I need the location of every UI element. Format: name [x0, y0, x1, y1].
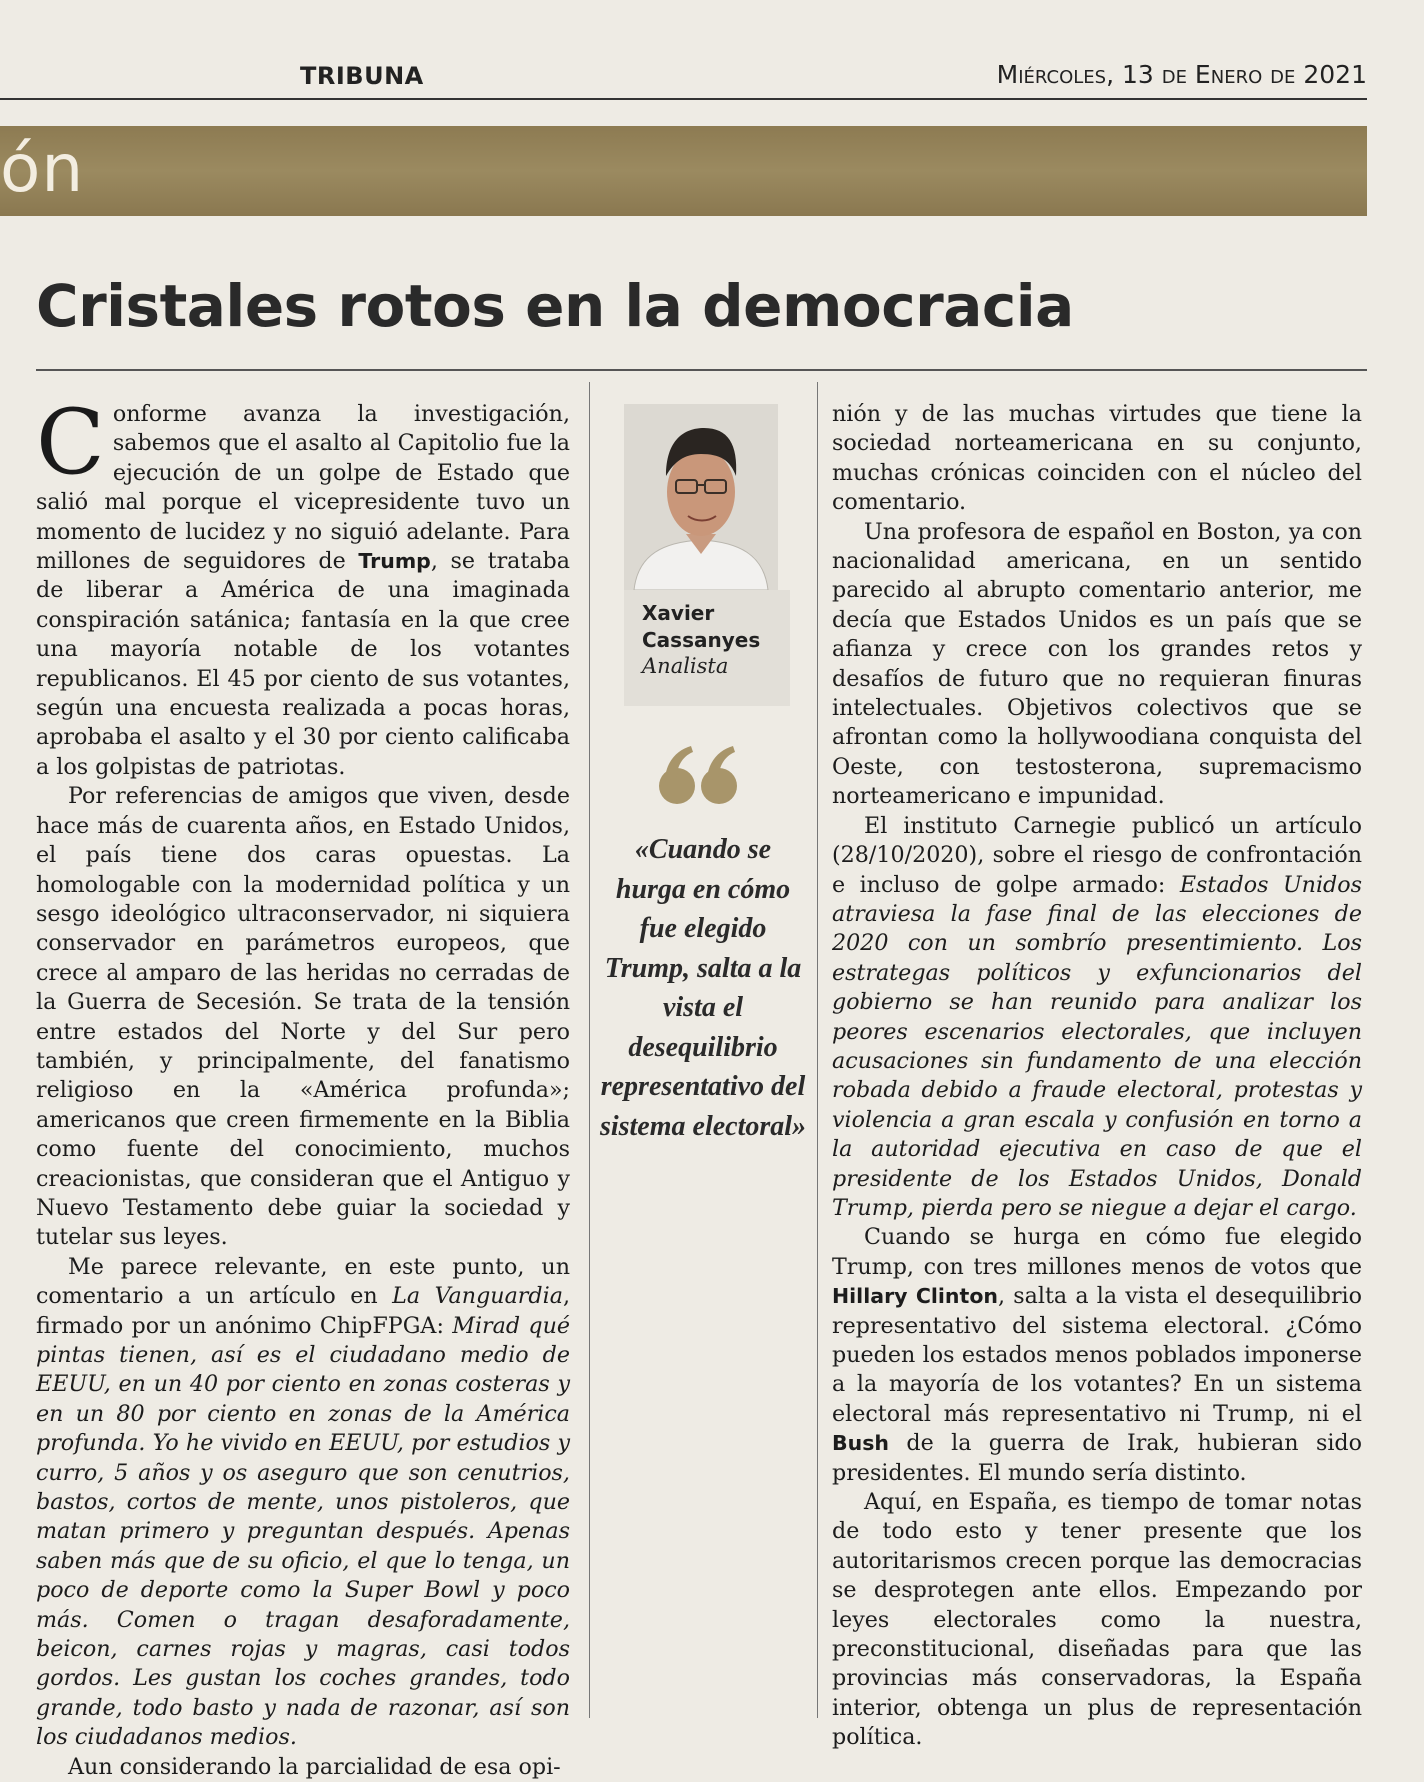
source-name: La Vanguardia	[392, 1283, 563, 1310]
drop-cap: C	[36, 390, 105, 495]
header-rule	[0, 98, 1367, 100]
quote-mark-icon	[655, 742, 745, 812]
headline-rule	[36, 369, 1367, 371]
issue-date: Miércoles, 13 de Enero de 2021	[996, 60, 1367, 89]
paragraph-8: Aquí, en España, es tiempo de tomar notas de todo esto y tener presente que los autoritarismos crecen porque las democracias se desprotegen ante ellos. Empezando por leyes electorales como la nuestra, preconstitucional, diseñadas para que las provincias más conservadoras, la España interior, obtenga un plus de representación política.	[832, 1489, 1362, 1751]
right-column	[832, 400, 1362, 1753]
paragraph-4-end: nión y de las muchas virtudes que tiene la sociedad norteamericana en su conjunto, muchas crónicas coinciden con el núcleo del comentario.	[832, 401, 1362, 516]
paragraph-4-start: Aun considerando la parcialidad de esa opi-	[68, 1753, 561, 1780]
pull-quote: «Cuando se hurga en cómo fue elegido Trump, salta a la vista el desequilibrio representativo del sistema electoral»	[599, 834, 807, 1142]
paragraph-7-text-b: , salta a la vista el desequilibrio representativo del sistema electoral. ¿Cómo pueden los estados menos poblados imponerse a la mayoría de los votantes? En un sistema electoral más representativo ni Trump, ni el	[832, 1283, 1362, 1427]
paragraph-7-text-a: Cuando se hurga en cómo fue elegido Trump, con tres millones menos de votos que	[832, 1224, 1362, 1280]
paragraph-5: Una profesora de español en Boston, ya con nacionalidad americana, en un sentido parecido al abrupto comentario anterior, me decía que Estados Unidos es un país que se afianza y crece con los grandes retos y desafíos de futuro que no requieran finuras intelectuales. Objetivos colectivos que se afrontan como la hollywoodiana conquista del Oeste, con testosterona, supremacismo norteamericano e impunidad.	[832, 518, 1362, 810]
paragraph-1-text-b: , se trataba de liberar a América de una imaginada conspiración satánica; fantasía en la que cree una mayoría notable de los votantes republicanos. El 45 por ciento de sus votantes, según una encuesta realizada a pocas horas, aprobaba el asalto y el 30 por ciento calificaba a los golpistas de patriotas.	[36, 548, 570, 780]
author-photo	[624, 404, 778, 590]
quoted-comment: Mirad qué pintas tienen, así es el ciudadano medio de EEUU, en un 40 por ciento en zonas costeras y en un 80 por ciento en zonas de la América profunda. Yo he vivido en EEUU, por estudios y curro, 5 años y os aseguro que son cenutrios, bastos, cortos de mente, unos pistoleros, que matan primero y preguntan después. Apenas saben más que de su oficio, el que lo tenga, un poco de deporte como la Super Bowl y poco más. Comen o tragan desaforadamente, beicon, carnes rojas y magras, casi todos gordos. Les gustan los coches grandes, todo grande, todo basto y nada de razonar, así son los ciudadanos medios.	[36, 1312, 571, 1751]
carnegie-quote: Estados Unidos atraviesa la fase final de las elecciones de 2020 con un sombrío presentimiento. Los estrategas políticos y exfuncionarios del gobierno se han reunido para analizar los peores escenarios electorales, que incluyen acusaciones sin fundamento de una elección robada debido a fraude electoral, protestas y violencia a gran escala y confusión en torno a la autoridad ejecutiva en caso de que el presidente de los Estados Unidos, Donald Trump, pierda pero se niegue a dejar el cargo.	[832, 871, 1362, 1221]
author-byline	[624, 590, 790, 706]
paragraph-3-text-b: , firmado por un anónimo ChipFPGA:	[36, 1283, 570, 1339]
paragraph-6-text-a: El instituto Carnegie publicó un artículo (28/10/2020), sobre el riesgo de confrontación e incluso de golpe armado:	[832, 812, 1362, 898]
section-band-word: ón	[0, 130, 85, 207]
bold-name-bush: Bush	[832, 1431, 890, 1456]
paragraph-7-text-c: de la guerra de Irak, hubieran sido presidentes. El mundo sería distinto.	[832, 1430, 1362, 1486]
page-header	[0, 58, 1367, 98]
section-name: TRIBUNA	[300, 62, 424, 90]
article-headline: Cristales rotos en la democracia	[36, 272, 1074, 340]
bold-name-trump: Trump	[358, 549, 431, 574]
paragraph-7	[832, 1223, 1362, 1488]
column-divider-left	[589, 382, 590, 1718]
paragraph-3-text-a: Me parece relevante, en este punto, un comentario a un artículo en	[36, 1253, 570, 1310]
section-band	[0, 126, 1367, 216]
author-name: Xavier Cassanyes	[642, 601, 761, 652]
bold-name-clinton: Hillary Clinton	[832, 1284, 999, 1309]
left-column	[36, 390, 571, 1782]
column-divider-right	[817, 382, 818, 1718]
paragraph-1	[36, 390, 570, 782]
author-role: Analista	[642, 654, 729, 678]
paragraph-1-text-a: onforme avanza la investigación, sabemos que el asalto al Capitolio fue la ejecución de un golpe de Estado que salió mal porque el vicepresidente tuvo un momento de lucidez y no siguió adelante. Para millones de seguidores de	[36, 401, 570, 575]
paragraph-3	[36, 1253, 570, 1753]
paragraph-6	[832, 812, 1362, 1224]
paragraph-2: Por referencias de amigos que viven, desde hace más de cuarenta años, en Estado Unidos, el país tiene dos caras opuestas. La homologable con la modernidad política y un sesgo ideológico ultraconservador, ni siquiera conservador en parámetros europeos, que crece al amparo de las heridas no cerradas de la Guerra de Secesión. Se trata de la tensión entre estados del Norte y del Sur pero también, y principalmente, del fanatismo religioso en la «América profunda»; americanos que creen firmemente en la Biblia como fuente del conocimiento, muchos creacionistas, que consideran que el Antiguo y Nuevo Testamento debe guiar la sociedad y tutelar sus leyes.	[36, 783, 570, 1251]
